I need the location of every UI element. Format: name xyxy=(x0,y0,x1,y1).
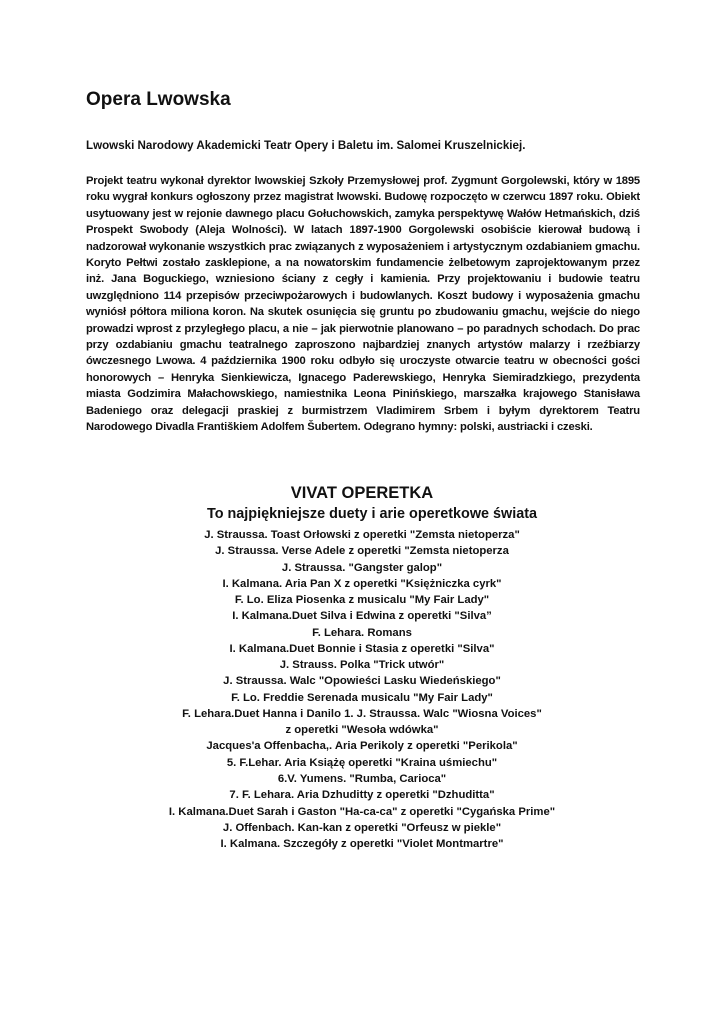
program-subtitle: To najpiękniejsze duety i arie operetkowe świata xyxy=(206,506,538,522)
program-item: F. Lo. Eliza Piosenka z musicalu "My Fair Lady" xyxy=(234,594,490,607)
program-item: J. Strauss. Polka "Trick utwór" xyxy=(279,659,445,672)
program-item: 7. F. Lehara. Aria Dzhuditty z operetki "Dzhuditta" xyxy=(229,789,495,802)
program-title: VIVAT OPERETKA xyxy=(290,484,434,502)
document-subtitle: Lwowski Narodowy Akademicki Teatr Opery i Baletu im. Salomei Kruszelnickiej. xyxy=(86,139,526,152)
program-item: F. Lehara.Duet Hanna i Danilo 1. J. Straussa. Walc "Wiosna Voices" xyxy=(182,707,542,720)
program-item: I. Kalmana.Duet Bonnie i Stasia z operetki "Silva" xyxy=(229,642,495,655)
program-item: 6.V. Yumens. "Rumba, Carioca" xyxy=(277,772,447,785)
program-item: I. Kalmana. Aria Pan X z operetki "Księżniczka cyrk" xyxy=(222,577,502,590)
program-item: 5. F.Lehar. Aria Książę operetki "Kraina uśmiechu" xyxy=(226,756,498,769)
document-title: Opera Lwowska xyxy=(86,89,231,110)
program-item: I. Kalmana.Duet Silva i Edwina z operetki "Silva” xyxy=(232,610,492,623)
program-list xyxy=(0,527,724,852)
program-item: z operetki "Wesoła wdówka" xyxy=(285,724,439,737)
program-item: I. Kalmana. Szczegóły z operetki "Violet Montmartre" xyxy=(220,838,504,851)
program-item: J. Straussa. Toast Orłowski z operetki "Zemsta nietoperza" xyxy=(204,529,520,541)
program-item: F. Lehara. Romans xyxy=(312,626,412,639)
program-item: Jacques'a Offenbacha,. Aria Perikoly z operetki "Perikola" xyxy=(206,740,518,753)
program-item: F. Lo. Freddie Serenada musicalu "My Fair Lady" xyxy=(231,691,493,704)
program-item: I. Kalmana.Duet Sarah i Gaston "Ha-ca-ca" z operetki "Cygańska Prime" xyxy=(168,805,556,818)
document-body-paragraph: Projekt teatru wykonał dyrektor lwowskiej Szkoły Przemysłowej prof. Zygmunt Gorgolewski, który w 1895 roku wygrał konkurs ogłoszony przez magistrat lwowski. Budowę rozpoczęto w czerwcu 1897 roku. Obiekt usytuowany jest w rejonie dawnego placu Gołuchowskich, zamyka perspektywę Wałów Hetmańskich, dziś Prospekt Swobody (Aleja Wolności). W latach 1897-1900 Gorgolewski osobiście kierował budową i nadzorował wykonanie wszystkich prac związanych z wyposażeniem i artystycznym ozdabianiem gmachu. Koryto Pełtwi zostało zasklepione, a na nowatorskim fundamencie żelbetowym zaprojektowanym przez inż. Jana Boguckiego, wzniesiono ściany z cegły i kamienia. Przy projektowaniu i budowie teatru uwzględniono 114 przepisów przeciwpożarowych i budowlanych. Koszt budowy i wyposażenia gmachu wyniósł półtora miliona koron. Na skutek osunięcia się gruntu po zbudowaniu gmachu, wejście do niego prowadzi wprost z przyległego placu, a nie – jak pierwotnie planowano – po paradnych schodach. Do prac przy ozdabianiu gmachu teatralnego zaproszono najbardziej znanych artystów malarzy i rzeźbiarzy ówczesnego Lwowa. 4 października 1900 roku odbyło się uroczyste otwarcie teatru w obecności gości honorowych – Henryka Sienkiewicza, Ignacego Paderewskiego, Henryka Siemiradzkiego, prezydenta miasta Godzimira Małachowskiego, namiestnika Leona Pinińskiego, marszałka krajowego Stanisława Badeniego oraz delegacji praskiej z burmistrzem Vladimirem Srbem i byłym dyrektorem Teatru Narodowego Divadla Františkiem Adolfem Šubertem. Odegrano hymny: polski, austriacki i czeski. xyxy=(86,175,640,434)
program-item: J. Straussa. "Gangster galop" xyxy=(281,561,443,574)
program-item: J. Offenbach. Kan-kan z operetki "Orfeusz w piekle" xyxy=(222,821,502,834)
program-item: J. Straussa. Walc "Opowieści Lasku Wiedeńskiego" xyxy=(223,675,501,688)
program-item: J. Straussa. Verse Adele z operetki "Zemsta nietoperza xyxy=(215,545,509,558)
